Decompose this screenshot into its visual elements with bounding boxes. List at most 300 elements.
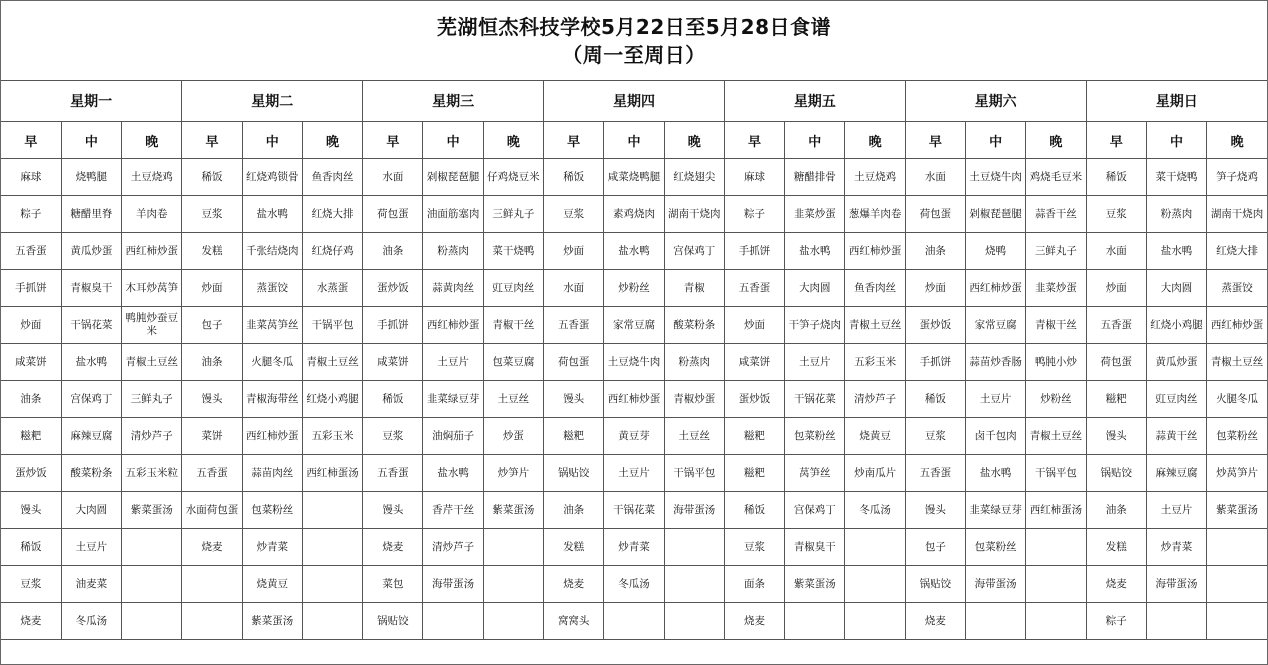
dinner-item: 青椒土豆丝	[302, 344, 362, 381]
breakfast-item: 发糕	[182, 233, 242, 270]
dinner-item	[845, 529, 905, 566]
lunch-header: 中	[242, 122, 302, 159]
menu-row	[1, 566, 1267, 603]
lunch-header: 中	[966, 122, 1026, 159]
breakfast-item: 烧麦	[544, 566, 604, 603]
dinner-item: 葱爆羊肉卷	[845, 196, 905, 233]
breakfast-item: 炒面	[182, 270, 242, 307]
breakfast-header: 早	[182, 122, 242, 159]
dinner-item: 紫菜蛋汤	[1207, 492, 1267, 529]
dinner-item: 红烧大排	[1207, 233, 1267, 270]
breakfast-item: 水面	[544, 270, 604, 307]
breakfast-item: 稀饭	[363, 381, 423, 418]
dinner-item: 红烧仔鸡	[302, 233, 362, 270]
dinner-item: 火腿冬瓜	[1207, 381, 1267, 418]
dinner-item: 紫菜蛋汤	[483, 492, 543, 529]
day-header: 星期二	[182, 81, 363, 122]
lunch-item: 炒青菜	[604, 529, 664, 566]
breakfast-item: 油条	[1, 381, 61, 418]
breakfast-header: 早	[1086, 122, 1146, 159]
dinner-item: 海带蛋汤	[664, 492, 724, 529]
breakfast-item: 糍粑	[724, 455, 784, 492]
lunch-item: 盐水鸭	[242, 196, 302, 233]
lunch-item: 蒜黄干丝	[1146, 418, 1206, 455]
lunch-item: 包菜粉丝	[966, 529, 1026, 566]
dinner-item: 红烧大排	[302, 196, 362, 233]
breakfast-item: 锅贴饺	[1086, 455, 1146, 492]
breakfast-item: 炒面	[724, 307, 784, 344]
lunch-item	[1146, 603, 1206, 640]
breakfast-item: 荷包蛋	[1086, 344, 1146, 381]
lunch-item: 盐水鸭	[785, 233, 845, 270]
breakfast-item: 手抓饼	[363, 307, 423, 344]
dinner-item: 五彩玉米	[302, 418, 362, 455]
breakfast-item: 锅贴饺	[905, 566, 965, 603]
breakfast-item: 糍粑	[544, 418, 604, 455]
breakfast-item: 烧麦	[182, 529, 242, 566]
lunch-item: 卤千包肉	[966, 418, 1026, 455]
dinner-item	[302, 529, 362, 566]
lunch-item: 家常豆腐	[966, 307, 1026, 344]
breakfast-item: 粽子	[1, 196, 61, 233]
dinner-item: 西红柿蛋汤	[1026, 492, 1086, 529]
breakfast-item: 五香蛋	[1086, 307, 1146, 344]
lunch-item: 青椒海带丝	[242, 381, 302, 418]
dinner-item	[1207, 529, 1267, 566]
dinner-item: 水蒸蛋	[302, 270, 362, 307]
menu-subtitle: （周一至周日）	[562, 42, 706, 67]
lunch-item: 麻辣豆腐	[61, 418, 121, 455]
breakfast-item: 炒面	[1086, 270, 1146, 307]
breakfast-item: 馒头	[363, 492, 423, 529]
dinner-item	[1026, 603, 1086, 640]
dinner-item: 干锅平包	[302, 307, 362, 344]
lunch-item: 土豆片	[785, 344, 845, 381]
lunch-item: 西红柿炒蛋	[242, 418, 302, 455]
day-header: 星期六	[905, 81, 1086, 122]
breakfast-item: 稀饭	[1086, 159, 1146, 196]
day-header: 星期四	[544, 81, 725, 122]
lunch-item: 土豆烧牛肉	[604, 344, 664, 381]
breakfast-item: 稀饭	[1, 529, 61, 566]
lunch-item: 干笋子烧肉	[785, 307, 845, 344]
dinner-item	[664, 566, 724, 603]
lunch-item: 香芹干丝	[423, 492, 483, 529]
dinner-item: 湖南干烧肉	[664, 196, 724, 233]
lunch-item: 紫菜蛋汤	[242, 603, 302, 640]
menu-row	[1, 159, 1267, 196]
dinner-item: 青椒炒蛋	[664, 381, 724, 418]
lunch-item: 粉蒸肉	[1146, 196, 1206, 233]
breakfast-item: 炒面	[905, 270, 965, 307]
menu-row	[1, 270, 1267, 307]
dinner-item: 青椒土豆丝	[122, 344, 182, 381]
lunch-item: 麻辣豆腐	[1146, 455, 1206, 492]
breakfast-item: 发糕	[544, 529, 604, 566]
dinner-item: 粉蒸肉	[664, 344, 724, 381]
lunch-header: 中	[785, 122, 845, 159]
breakfast-item: 糍粑	[724, 418, 784, 455]
breakfast-header: 早	[363, 122, 423, 159]
breakfast-item: 烧麦	[363, 529, 423, 566]
dinner-item: 干锅平包	[664, 455, 724, 492]
lunch-item: 盐水鸭	[966, 455, 1026, 492]
dinner-item: 土豆烧鸡	[122, 159, 182, 196]
dinner-item: 三鲜丸子	[483, 196, 543, 233]
dinner-item: 三鲜丸子	[122, 381, 182, 418]
dinner-item: 鱼香肉丝	[845, 270, 905, 307]
breakfast-item: 水面	[363, 159, 423, 196]
dinner-item: 西红柿炒蛋	[1207, 307, 1267, 344]
lunch-item: 油面筋塞肉	[423, 196, 483, 233]
breakfast-item: 五香蛋	[905, 455, 965, 492]
lunch-item: 粉蒸肉	[423, 233, 483, 270]
lunch-item	[966, 603, 1026, 640]
lunch-item: 盐水鸭	[604, 233, 664, 270]
dinner-item: 蒜香干丝	[1026, 196, 1086, 233]
breakfast-item: 豆浆	[182, 196, 242, 233]
lunch-item: 剁椒琵琶腿	[423, 159, 483, 196]
lunch-item: 青椒臭干	[785, 529, 845, 566]
dinner-item	[483, 566, 543, 603]
menu-title: 芜湖恒杰科技学校5月22日至5月28日食谱	[437, 14, 831, 39]
dinner-item: 青椒土豆丝	[845, 307, 905, 344]
lunch-item: 素鸡烧肉	[604, 196, 664, 233]
lunch-item	[604, 603, 664, 640]
dinner-item: 红烧翅尖	[664, 159, 724, 196]
dinner-item: 土豆烧鸡	[845, 159, 905, 196]
dinner-item: 宫保鸡丁	[664, 233, 724, 270]
lunch-item: 宫保鸡丁	[785, 492, 845, 529]
lunch-item: 油麦菜	[61, 566, 121, 603]
breakfast-item: 锅贴饺	[544, 455, 604, 492]
dinner-item: 三鲜丸子	[1026, 233, 1086, 270]
dinner-item	[845, 603, 905, 640]
lunch-item: 烧黄豆	[242, 566, 302, 603]
lunch-item: 土豆片	[1146, 492, 1206, 529]
breakfast-item: 糍粑	[1, 418, 61, 455]
dinner-item: 炒粉丝	[1026, 381, 1086, 418]
lunch-item: 炒粉丝	[604, 270, 664, 307]
lunch-item: 包菜粉丝	[242, 492, 302, 529]
lunch-item: 包菜粉丝	[785, 418, 845, 455]
breakfast-item: 油条	[905, 233, 965, 270]
breakfast-item: 荷包蛋	[905, 196, 965, 233]
dinner-item	[302, 492, 362, 529]
lunch-item: 酸菜粉条	[61, 455, 121, 492]
breakfast-item: 糍粑	[1086, 381, 1146, 418]
lunch-header: 中	[1146, 122, 1206, 159]
dinner-item	[664, 529, 724, 566]
dinner-item: 五彩玉米粒	[122, 455, 182, 492]
dinner-item	[1207, 603, 1267, 640]
breakfast-item: 锅贴饺	[363, 603, 423, 640]
dinner-item: 蒸蛋饺	[1207, 270, 1267, 307]
lunch-item: 紫菜蛋汤	[785, 566, 845, 603]
breakfast-item: 蛋炒饭	[905, 307, 965, 344]
breakfast-item: 手抓饼	[1, 270, 61, 307]
breakfast-item	[182, 603, 242, 640]
lunch-item: 咸菜烧鸭腿	[604, 159, 664, 196]
dinner-item	[1207, 566, 1267, 603]
title-block	[1, 1, 1267, 81]
dinner-item: 鸭肫小炒	[1026, 344, 1086, 381]
lunch-item: 烧鸭	[966, 233, 1026, 270]
lunch-item: 黄瓜炒蛋	[1146, 344, 1206, 381]
breakfast-item: 粽子	[1086, 603, 1146, 640]
menu-row	[1, 307, 1267, 344]
breakfast-item: 烧麦	[1, 603, 61, 640]
lunch-item: 大肉圆	[1146, 270, 1206, 307]
lunch-item: 宫保鸡丁	[61, 381, 121, 418]
dinner-item: 鸭肫炒蚕豆米	[122, 307, 182, 344]
lunch-item: 蒜苗炒香肠	[966, 344, 1026, 381]
lunch-item: 莴笋丝	[785, 455, 845, 492]
breakfast-item: 稀饭	[182, 159, 242, 196]
breakfast-item: 五香蛋	[544, 307, 604, 344]
lunch-item: 家常豆腐	[604, 307, 664, 344]
lunch-item: 海带蛋汤	[966, 566, 1026, 603]
breakfast-item: 粽子	[724, 196, 784, 233]
breakfast-item: 稀饭	[905, 381, 965, 418]
breakfast-item: 烧麦	[905, 603, 965, 640]
day-header: 星期三	[363, 81, 544, 122]
lunch-item: 韭菜炒蛋	[785, 196, 845, 233]
dinner-item: 豇豆肉丝	[483, 270, 543, 307]
dinner-header: 晚	[1026, 122, 1086, 159]
dinner-item: 炒莴笋片	[1207, 455, 1267, 492]
lunch-item: 剁椒琵琶腿	[966, 196, 1026, 233]
dinner-item: 冬瓜汤	[845, 492, 905, 529]
dinner-item: 包菜豆腐	[483, 344, 543, 381]
dinner-item: 仔鸡烧豆米	[483, 159, 543, 196]
dinner-item: 青椒干丝	[483, 307, 543, 344]
dinner-item: 紫菜蛋汤	[122, 492, 182, 529]
dinner-item	[1026, 529, 1086, 566]
dinner-item: 羊肉卷	[122, 196, 182, 233]
breakfast-item: 包子	[182, 307, 242, 344]
breakfast-item: 水面	[1086, 233, 1146, 270]
lunch-header: 中	[423, 122, 483, 159]
dinner-item: 西红柿炒蛋	[122, 233, 182, 270]
dinner-item: 青椒土豆丝	[1026, 418, 1086, 455]
menu-row	[1, 196, 1267, 233]
breakfast-item: 馒头	[1, 492, 61, 529]
lunch-item: 红烧鸡锁骨	[242, 159, 302, 196]
dinner-item: 鸡烧毛豆米	[1026, 159, 1086, 196]
dinner-item	[664, 603, 724, 640]
dinner-item	[483, 603, 543, 640]
breakfast-item: 馒头	[905, 492, 965, 529]
breakfast-item: 豆浆	[1086, 196, 1146, 233]
lunch-item: 烧鸭腿	[61, 159, 121, 196]
breakfast-item: 麻球	[1, 159, 61, 196]
breakfast-item: 豆浆	[905, 418, 965, 455]
breakfast-item: 五香蛋	[724, 270, 784, 307]
dinner-item: 清炒芦子	[845, 381, 905, 418]
lunch-item: 清炒芦子	[423, 529, 483, 566]
breakfast-item: 蛋炒饭	[363, 270, 423, 307]
dinner-item	[302, 566, 362, 603]
dinner-item	[122, 566, 182, 603]
lunch-item: 冬瓜汤	[61, 603, 121, 640]
dinner-item: 清炒芦子	[122, 418, 182, 455]
breakfast-item: 馒头	[1086, 418, 1146, 455]
dinner-header: 晚	[845, 122, 905, 159]
lunch-item: 土豆烧牛肉	[966, 159, 1026, 196]
breakfast-header: 早	[1, 122, 61, 159]
breakfast-item: 咸菜饼	[724, 344, 784, 381]
lunch-header: 中	[61, 122, 121, 159]
breakfast-item: 豆浆	[363, 418, 423, 455]
lunch-item: 冬瓜汤	[604, 566, 664, 603]
breakfast-item: 油条	[182, 344, 242, 381]
breakfast-item: 烧麦	[1086, 566, 1146, 603]
breakfast-item: 发糕	[1086, 529, 1146, 566]
breakfast-item: 五香蛋	[363, 455, 423, 492]
breakfast-item: 馒头	[544, 381, 604, 418]
lunch-item: 盐水鸭	[1146, 233, 1206, 270]
lunch-item: 海带蛋汤	[1146, 566, 1206, 603]
lunch-item: 盐水鸭	[61, 344, 121, 381]
dinner-item	[122, 603, 182, 640]
lunch-item: 菜干烧鸭	[1146, 159, 1206, 196]
lunch-item: 西红柿炒蛋	[423, 307, 483, 344]
menu-row	[1, 455, 1267, 492]
lunch-item: 土豆片	[61, 529, 121, 566]
dinner-header: 晚	[483, 122, 543, 159]
lunch-item: 千张结烧肉	[242, 233, 302, 270]
dinner-item: 湖南干烧肉	[1207, 196, 1267, 233]
breakfast-item: 蛋炒饭	[724, 381, 784, 418]
lunch-item: 炒青菜	[1146, 529, 1206, 566]
menu-row	[1, 381, 1267, 418]
lunch-item: 盐水鸭	[423, 455, 483, 492]
breakfast-item: 油条	[1086, 492, 1146, 529]
dinner-item: 酸菜粉条	[664, 307, 724, 344]
lunch-item: 干锅花菜	[785, 381, 845, 418]
breakfast-item: 面条	[724, 566, 784, 603]
breakfast-item: 稀饭	[724, 492, 784, 529]
lunch-item: 大肉圆	[785, 270, 845, 307]
breakfast-item: 豆浆	[724, 529, 784, 566]
breakfast-item: 豆浆	[544, 196, 604, 233]
lunch-item: 韭菜绿豆芽	[966, 492, 1026, 529]
breakfast-item: 荷包蛋	[363, 196, 423, 233]
weekly-menu-table	[1, 81, 1267, 640]
dinner-header: 晚	[122, 122, 182, 159]
dinner-item: 青椒	[664, 270, 724, 307]
lunch-item: 蒸蛋饺	[242, 270, 302, 307]
dinner-item: 青椒干丝	[1026, 307, 1086, 344]
dinner-item: 韭菜炒蛋	[1026, 270, 1086, 307]
lunch-item: 蒜黄肉丝	[423, 270, 483, 307]
breakfast-item: 油条	[363, 233, 423, 270]
lunch-item: 糖醋里脊	[61, 196, 121, 233]
breakfast-item: 稀饭	[544, 159, 604, 196]
breakfast-item: 馒头	[182, 381, 242, 418]
breakfast-item: 五香蛋	[182, 455, 242, 492]
breakfast-item: 五香蛋	[1, 233, 61, 270]
menu-row	[1, 344, 1267, 381]
dinner-item	[122, 529, 182, 566]
day-header: 星期五	[724, 81, 905, 122]
lunch-header: 中	[604, 122, 664, 159]
breakfast-item: 咸菜饼	[1, 344, 61, 381]
lunch-item: 油焖茄子	[423, 418, 483, 455]
lunch-item: 糖醋排骨	[785, 159, 845, 196]
breakfast-item: 炒面	[544, 233, 604, 270]
breakfast-header: 早	[724, 122, 784, 159]
lunch-item: 海带蛋汤	[423, 566, 483, 603]
dinner-item: 炒笋片	[483, 455, 543, 492]
dinner-item: 木耳炒莴笋	[122, 270, 182, 307]
dinner-item: 红烧小鸡腿	[302, 381, 362, 418]
dinner-item: 土豆丝	[483, 381, 543, 418]
dinner-header: 晚	[302, 122, 362, 159]
breakfast-item: 烧麦	[724, 603, 784, 640]
breakfast-item: 咸菜饼	[363, 344, 423, 381]
breakfast-header: 早	[544, 122, 604, 159]
lunch-item: 青椒臭干	[61, 270, 121, 307]
lunch-item: 西红柿炒蛋	[604, 381, 664, 418]
lunch-item: 黄瓜炒蛋	[61, 233, 121, 270]
dinner-header: 晚	[664, 122, 724, 159]
dinner-item: 西红柿蛋汤	[302, 455, 362, 492]
menu-row	[1, 529, 1267, 566]
lunch-item: 豇豆肉丝	[1146, 381, 1206, 418]
day-header: 星期日	[1086, 81, 1267, 122]
dinner-item: 干锅平包	[1026, 455, 1086, 492]
lunch-item: 红烧小鸡腿	[1146, 307, 1206, 344]
dinner-item	[845, 566, 905, 603]
breakfast-item: 炒面	[1, 307, 61, 344]
breakfast-item: 豆浆	[1, 566, 61, 603]
menu-row	[1, 418, 1267, 455]
dinner-item: 笋子烧鸡	[1207, 159, 1267, 196]
dinner-item: 菜干烧鸭	[483, 233, 543, 270]
breakfast-item: 包子	[905, 529, 965, 566]
menu-row	[1, 492, 1267, 529]
menu-row	[1, 233, 1267, 270]
dinner-item: 西红柿炒蛋	[845, 233, 905, 270]
breakfast-item	[182, 566, 242, 603]
lunch-item: 土豆片	[966, 381, 1026, 418]
day-header: 星期一	[1, 81, 182, 122]
day-header-row	[1, 81, 1267, 122]
dinner-item: 炒蛋	[483, 418, 543, 455]
dinner-header: 晚	[1207, 122, 1267, 159]
lunch-item: 干锅花菜	[604, 492, 664, 529]
breakfast-header: 早	[905, 122, 965, 159]
menu-row	[1, 603, 1267, 640]
lunch-item: 韭菜绿豆芽	[423, 381, 483, 418]
breakfast-item: 窝窝头	[544, 603, 604, 640]
dinner-item: 烧黄豆	[845, 418, 905, 455]
lunch-item: 火腿冬瓜	[242, 344, 302, 381]
breakfast-item: 手抓饼	[905, 344, 965, 381]
breakfast-item: 手抓饼	[724, 233, 784, 270]
breakfast-item: 菜包	[363, 566, 423, 603]
meal-header-row	[1, 122, 1267, 159]
breakfast-item: 菜饼	[182, 418, 242, 455]
lunch-item: 蒜苗肉丝	[242, 455, 302, 492]
breakfast-item: 水面荷包蛋	[182, 492, 242, 529]
lunch-item: 土豆片	[423, 344, 483, 381]
breakfast-item: 蛋炒饭	[1, 455, 61, 492]
breakfast-item: 麻球	[724, 159, 784, 196]
lunch-item: 大肉圆	[61, 492, 121, 529]
